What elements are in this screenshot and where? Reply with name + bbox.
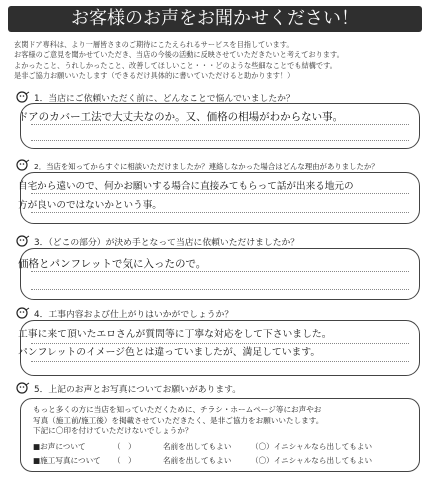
initials-ok-option[interactable]: （〇）イニシャルなら出してもよい	[251, 456, 373, 465]
speech-face-icon	[16, 159, 30, 171]
intro-text	[14, 40, 418, 82]
name-ok-label: 名前を出してもよい	[163, 442, 232, 451]
intro-line: 玄関ドア専科は、より一層皆さまのご期待にこたえられるサービスを目指しています。	[14, 40, 294, 49]
answer-2-line-1: 自宅から遠いので、何かお願いする場合に直接みてもらって話が出来る地元の	[18, 181, 354, 192]
speech-face-icon	[16, 382, 30, 394]
intro-line: お客様のご意見を聞かせていただき、当店の今後の活動に反映させていただきたいと考えております。	[14, 50, 344, 60]
intro-line: 是非ご協力お願いいたします（できるだけ具体的に書いていただけると助かります！）	[14, 71, 295, 81]
consent-line: 下記に〇印を付けていただけないでしょうか？	[33, 426, 193, 435]
speech-face-icon	[16, 235, 30, 247]
consent-row-photo[interactable]	[33, 455, 413, 466]
name-ok-label: 名前を出してもよい	[163, 456, 232, 465]
answer-1-line-1: ドアのカバー工法で大丈夫なのか。又、価格の相場がわからない事。	[18, 111, 344, 123]
intro-line: よかったこと、うれしかったこと、改善してほしいこと・・・どのような些細なことでも結構です。	[14, 60, 337, 70]
initials-ok-option[interactable]: （〇）イニシャルなら出してもよい	[251, 442, 373, 451]
consent-row-voice[interactable]	[33, 441, 413, 452]
answer-2-line-2: 方が良いのではないかという事。	[18, 200, 162, 211]
question-3-label: 3．（どこの部分）が決め手となって当店に依頼いただけましたか？	[16, 235, 299, 248]
name-ok-checkbox[interactable]: （ ）	[113, 442, 136, 451]
consent-row-label: ■お声について	[33, 442, 86, 451]
consent-text	[33, 405, 323, 437]
answer-4-line-1: 工事に来て頂いたエロさんが質問等に丁寧な対応をして下さいました。	[18, 329, 332, 340]
consent-line: 写真（施工前/施工後）を掲載させていただきたく、是非ご協力をお願いいたします。	[33, 415, 324, 425]
consent-box	[20, 398, 420, 472]
question-4-label: 4．工事内容および仕上がりはいかがでしょうか？	[16, 307, 233, 320]
answer-4-line-2: パンフレットのイメージ色とは違っていましたが、満足しています。	[18, 347, 321, 358]
name-ok-checkbox[interactable]: （ ）	[113, 456, 136, 465]
speech-face-icon	[16, 307, 30, 319]
speech-face-icon	[16, 91, 30, 103]
consent-row-label: ■施工写真について	[33, 456, 101, 465]
answer-3-line-1: 価格とパンフレットで気に入ったので。	[18, 258, 207, 270]
page-title: お客様のお声をお聞かせください！	[8, 6, 422, 32]
question-2-label: 2．当店を知ってからすぐに相談いただけましたか？連絡しなかった場合はどんな理由がありましたか？	[16, 159, 379, 172]
consent-line: もっと多くの方に当店を知っていただくために、チラシ・ホームページ等にお声やお	[33, 405, 322, 414]
question-5-label: 5．上記のお声とお写真についてお願いがあります。	[16, 382, 241, 395]
question-1-label: 1．当店にご依頼いただく前に、どんなことで悩んでいましたか？	[16, 91, 295, 104]
